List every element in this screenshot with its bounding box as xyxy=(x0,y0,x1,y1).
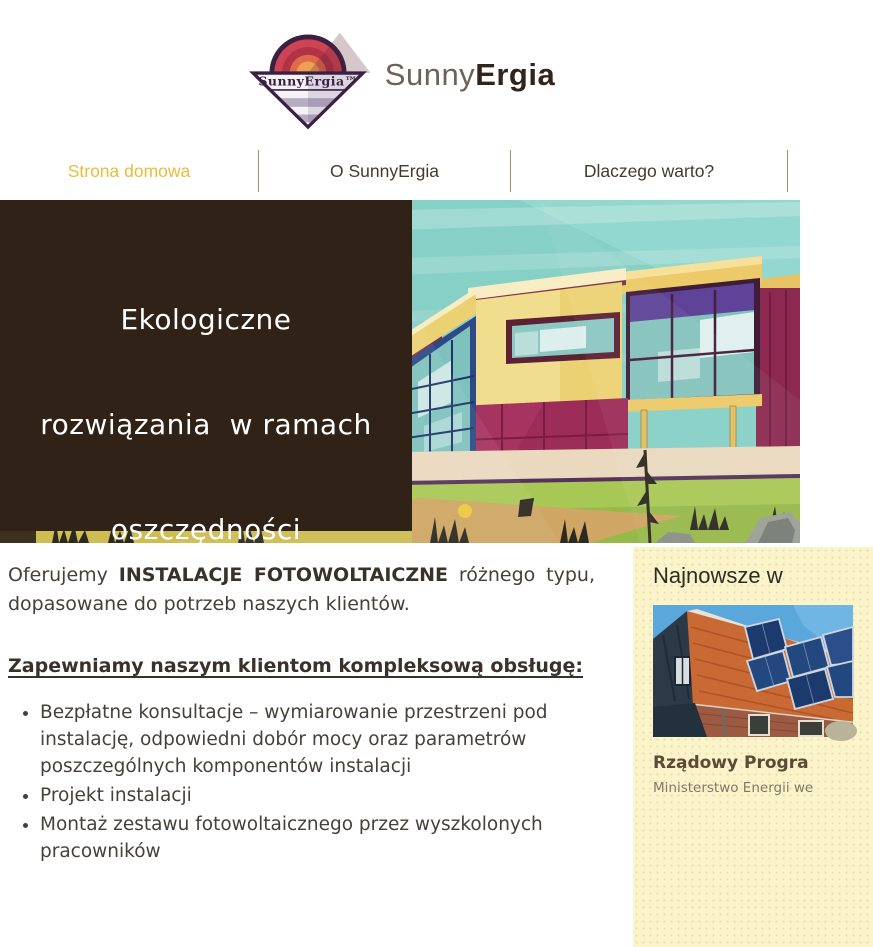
hero-headline-line: Ekologiczne xyxy=(120,303,292,336)
nav-item-dlaczego-warto[interactable]: Dlaczego warto? xyxy=(583,160,715,181)
sidebar-news xyxy=(633,547,873,947)
intro-post: różnego typu, dopasowane do potrzeb naszych klientów. xyxy=(8,564,595,615)
nav-divider xyxy=(787,150,788,192)
services-list xyxy=(8,699,595,865)
sidebar-post-title[interactable]: Rządowy Progra xyxy=(653,753,809,773)
hero-headline xyxy=(40,232,371,617)
intro-pre: Oferujemy xyxy=(8,564,119,586)
nav-item-o-sunnyergia[interactable]: O SunnyErgia xyxy=(330,160,439,181)
hero-headline-line: rozwiązania w ramach xyxy=(40,408,372,441)
hero-headline-line: oszczędności xyxy=(110,513,302,546)
sidebar-post-meta: Ministerstwo Energii we xyxy=(653,780,814,796)
hero-banner xyxy=(0,200,800,546)
hero-text-panel xyxy=(0,200,412,546)
main-nav xyxy=(0,150,800,192)
list-item: • Bezpłatne konsultacje – wymiarowanie przestrzeni pod instalację, odpowiedni dobór mocy oraz parametrów poszczególnych komponentów instalacji xyxy=(40,699,595,780)
intro-bold: INSTALACJE FOTOWOLTAICZNE xyxy=(118,564,449,586)
sidebar-title: Najnowsze w xyxy=(653,563,783,588)
wordmark-bold: Ergia xyxy=(475,57,556,92)
post-thumbnail[interactable] xyxy=(653,605,853,737)
list-item: • Projekt instalacji xyxy=(40,782,595,809)
nav-item-strona-domowa[interactable]: Strona domowa xyxy=(67,160,191,181)
list-item: • Montaż zestawu fotowoltaicznego przez wyszkolonych pracowników xyxy=(40,811,595,865)
list-heading: Zapewniamy naszym klientom kompleksową obsługę: xyxy=(8,655,584,677)
header xyxy=(0,0,800,150)
wordmark-light: Sunny xyxy=(384,57,476,92)
logo-wordmark[interactable] xyxy=(385,57,555,93)
sunnyergia-logo-icon[interactable] xyxy=(245,21,371,129)
logo-emblem-text: SunnyErgia™ xyxy=(258,73,358,89)
